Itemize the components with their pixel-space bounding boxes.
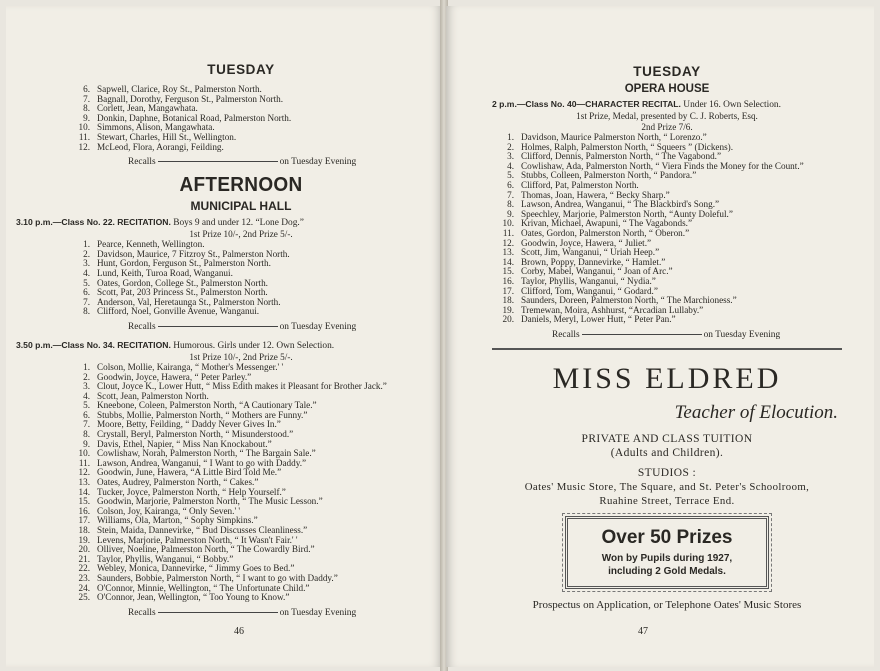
left-column [16,62,414,626]
entry-number: 5. [83,400,90,411]
recalls-line [128,157,414,167]
entry-number: 7. [83,419,90,430]
entry-text: Daniels, Meryl, Lower Hutt, “ Peter Pan.” [521,314,676,325]
recalls-label: Recalls [128,321,156,332]
entry-number: 9. [83,112,90,123]
entry-text: O'Connor, Minnie, Wellington, “ The Unfortunate Child.” [97,582,310,593]
entry-number: 17. [78,515,90,526]
entry-number: 20. [502,314,514,325]
entry-text: Corlett, Jean, Mangawhata. [97,103,198,114]
class-name: RECITATION. [117,339,171,350]
entry-text: Clifford, Noel, Gonville Avenue, Wanganui. [97,306,260,317]
entry-text: Stewart, Charles, Hill St., Wellington. [97,131,237,142]
recalls-suffix: on Tuesday Evening [279,607,357,618]
class-34-heading [16,340,414,351]
entry-text: Sapwell, Clarice, Roy St., Palmerston North. [97,84,262,94]
entry-text: Moore, Betty, Feilding, “ Daddy Never Gives In.” [97,419,281,430]
recalls-blank [158,612,278,613]
entry-number: 16. [502,275,514,286]
entry-number: 7. [83,93,90,104]
entry-text: Stubbs, Mollie, Palmerston North, “ Mothers are Funny.” [97,409,308,420]
entry-number: 23. [78,572,90,583]
entry-text: Speechley, Marjorie, Palmerston North, “Aunty Doleful.” [521,208,733,219]
prospectus-line: Prospectus on Application, or Telephone Oates' Music Stores [532,598,802,611]
entry-text: Cowlishaw, Norah, Palmerston North, “ The Bargain Sale.” [97,448,316,459]
entry-number: 9. [83,438,90,449]
entry-number: 3. [83,381,90,392]
class-name: CHARACTER RECITAL. [585,99,681,109]
class-22-entries [68,240,414,317]
recalls-label: Recalls [552,329,580,340]
entry-text: Thomas, Joan, Hawera, “ Becky Sharp.” [521,189,670,200]
entry-text: Goodwin, Marjorie, Palmerston North, “ The Music Lesson.” [97,496,323,507]
entry-text: Saunders, Doreen, Palmerston North, “ The Marchioness.” [521,295,737,306]
recalls-blank [582,334,702,335]
left-page [6,6,442,667]
venue-heading: MUNICIPAL HALL [190,199,292,214]
entry-number: 25. [78,592,90,603]
entry-text: Lawson, Andrea, Wanganui, “ I Want to go with Daddy.” [97,457,307,468]
entry-number: 6. [83,409,90,420]
class-34-entries [68,363,414,603]
venue-heading: OPERA HOUSE [624,83,710,95]
entry-number: 20. [78,544,90,555]
entry-text: Corby, Mabel, Wanganui, “ Joan of Arc.” [521,266,673,277]
entry-text: Colson, Joy, Kairanga, “ Only Seven.' ' [97,505,241,516]
recalls-line [128,608,414,618]
entry-number: 8. [83,429,90,440]
entry-number: 21. [78,553,90,564]
list-item [68,143,414,153]
entry-number: 11. [78,457,90,468]
recalls-line [552,330,842,340]
entry-number: 15. [78,496,90,507]
entry-text: Taylor, Phyllis, Wanganui, “ Nydia.” [521,275,656,286]
entry-number: 6. [83,84,90,94]
entry-text: Clifford, Pat, Palmerston North. [521,179,639,190]
recalls-label: Recalls [128,157,156,168]
entry-text: Goodwin, Joyce, Hawera, “ Peter Parley.” [97,371,252,382]
entry-text: Scott, Pat, 203 Princess St., Palmerston North. [97,287,268,298]
entry-text: Saunders, Bobbie, Palmerston North, “ I want to go with Daddy.” [97,572,338,583]
recalls-label: Recalls [128,607,156,618]
entry-number: 22. [78,563,90,574]
page-number: 47 [638,626,648,637]
entry-number: 11. [502,227,514,238]
entry-number: 18. [502,295,514,306]
entry-text: Stubbs, Colleen, Palmerston North, “ Pandora.” [521,170,697,181]
entry-number: 5. [507,170,514,181]
entry-text: Taylor, Phyllis, Wanganui, “ Bobby.” [97,553,234,564]
entry-number: 2. [83,371,90,382]
entry-text: Clifford, Tom, Wanganui, “ Godard.” [521,285,658,296]
page-number: 46 [234,626,244,637]
advertiser-name: MISS ELDRED [552,361,782,395]
entry-text: Oates, Gordon, Palmerston North, “ Oberon.” [521,227,690,238]
entry-number: 10. [78,448,90,459]
entry-text: Holmes, Ralph, Palmerston North, “ Squeers ” (Dickens). [521,141,734,152]
entry-text: Brown, Poppy, Dannevirke, “ Hamlet.” [521,256,666,267]
entry-number: 2. [83,248,90,259]
entry-number: 19. [78,534,90,545]
entry-text: Pearce, Kenneth, Wellington. [97,239,205,250]
class-desc: Humorous. Girls under 12. Own Selection. [173,340,335,351]
entry-number: 12. [502,237,514,248]
entry-number: 9. [507,208,514,219]
class-40-entries [492,133,842,325]
studios-line-1: Oates' Music Store, The Square, and St. Peter's Schoolroom, [524,480,810,493]
entry-number: 8. [507,199,514,210]
entry-number: 7. [507,189,514,200]
entry-text: Krivan, Michael, Awapuni, “ The Vagabonds.” [521,218,693,229]
right-column [492,64,842,611]
entry-number: 11. [78,131,90,142]
entry-number: 7. [83,296,90,307]
class-34-prize: 1st Prize 10/-, 2nd Prize 5/-. [189,351,293,362]
entry-number: 16. [78,505,90,516]
entry-number: 10. [502,218,514,229]
entry-text: Davis, Ethel, Napier, “ Miss Nan Knockabout.” [97,438,272,449]
entry-text: Crystall, Beryl, Palmerston North, “ Misunderstood.” [97,429,294,440]
tuition-line: PRIVATE AND CLASS TUITION [581,432,753,445]
entry-number: 12. [78,141,90,152]
recalls-suffix: on Tuesday Evening [279,157,357,168]
entry-text: Clifford, Dennis, Palmerston North, “ The Vagabond.” [521,151,722,162]
entry-number: 3. [83,258,90,269]
entry-text: Lund, Keith, Turoa Road, Wanganui. [97,267,233,278]
entry-number: 12. [78,467,90,478]
class-name: RECITATION. [117,217,171,228]
entry-number: 4. [83,390,90,401]
divider-rule [492,348,842,350]
studios-line-2: Ruahine Street, Terrace End. [599,494,735,507]
entry-number: 13. [78,477,90,488]
entry-text: Olliver, Noeline, Palmerston North, “ The Cowardly Bird.” [97,544,315,555]
entry-number: 10. [78,122,90,133]
recalls-line [128,322,414,332]
entry-number: 8. [83,103,90,114]
entry-text: Tremewan, Moira, Ashhurst, “Arcadian Lullaby.” [521,304,704,315]
entry-text: Lawson, Andrea, Wanganui, “ The Blackbird's Song.” [521,199,720,210]
class-22-heading [16,217,414,228]
entry-text: Simmons, Alison, Mangawhata. [97,122,215,133]
tuition-sub: (Adults and Children). [610,446,724,459]
entry-text: Bagnall, Dorothy, Ferguson St., Palmerston North. [97,93,284,104]
class-desc: Boys 9 and under 12. “Lone Dog.” [173,218,304,229]
entry-text: Anderson, Val, Heretaunga St., Palmerston North. [97,296,281,307]
list-item [68,593,414,603]
entry-number: 1. [83,239,90,250]
entry-text: Colson, Mollie, Kairanga, “ Mother's Messenger.' ' [97,361,284,372]
entry-number: 2. [507,141,514,152]
entry-text: Hunt, Gordon, Ferguson St., Palmerston North. [97,258,271,269]
class-time: 3.10 p.m.—Class No. 22. [16,217,115,228]
class-desc: Under 16. Own Selection. [683,100,781,110]
prizes-box [565,516,769,589]
entry-number: 1. [83,361,90,372]
entry-number: 1. [507,132,514,142]
recalls-blank [158,326,278,327]
entry-number: 14. [502,256,514,267]
entry-number: 6. [83,287,90,298]
entry-text: Clout, Joyce K., Lower Hutt, “ Miss Edith makes it Pleasant for Brother Jack.” [97,381,387,392]
entry-text: Scott, Jean, Palmerston North. [97,390,209,401]
entry-text: Oates, Gordon, College St., Palmerston North. [97,277,268,288]
class-40-heading [492,99,842,110]
class-time: 2 p.m.—Class No. 40— [492,99,586,109]
recalls-suffix: on Tuesday Evening [703,329,781,340]
entry-number: 4. [507,160,514,171]
entry-number: 24. [78,582,90,593]
prizes-title: Over 50 Prizes [601,526,733,548]
recalls-blank [158,161,278,162]
class-22-prize: 1st Prize 10/-, 2nd Prize 5/-. [189,229,293,240]
class-time: 3.50 p.m.—Class No. 34. [16,339,115,350]
prizes-line-2: including 2 Gold Medals. [608,565,726,577]
entry-text: Oates, Audrey, Palmerston North, “ Cakes.” [97,477,259,488]
entry-text: Levens, Marjorie, Palmerston North, “ It Wasn't Fair.' ' [97,534,298,545]
advertiser-title: Teacher of Elocution. [674,401,838,423]
afternoon-heading: AFTERNOON [179,174,303,197]
entry-number: 17. [502,285,514,296]
studios-heading: STUDIOS : [637,466,697,479]
entry-list [68,85,414,152]
entry-text: McLeod, Flora, Aorangi, Feilding. [97,141,224,152]
entry-number: 19. [502,304,514,315]
right-page [446,6,874,667]
entry-number: 8. [83,306,90,317]
prizes-line-1: Won by Pupils during 1927, [601,552,733,564]
entry-text: Donkin, Daphne, Botanical Road, Palmerston North. [97,112,292,123]
class-40-prize: 1st Prize, Medal, presented by C. J. Roberts, Esq. [576,111,758,121]
entry-text: O'Connor, Jean, Wellington, “ Too Young to Know.” [97,592,290,603]
entry-number: 14. [78,486,90,497]
class-40-prize-2: 2nd Prize 7/6. [641,122,693,132]
list-item [68,307,414,317]
recalls-suffix: on Tuesday Evening [279,321,357,332]
day-heading: TUESDAY [207,62,275,77]
entry-text: Williams, Ola, Marton, “ Sophy Simpkins.” [97,515,258,526]
entry-text: Goodwin, Joyce, Hawera, “ Juliet.” [521,237,652,248]
entry-text: Webley, Monica, Dannevirke, “ Jimmy Goes to Bed.” [97,563,295,574]
entry-number: 6. [507,179,514,190]
entry-text: Stein, Maida, Dannevirke, “ Bud Discusses Cleanliness.” [97,525,308,535]
entry-text: Kneebone, Coleen, Palmerston North, “A Cautionary Tale.” [97,400,317,411]
entry-text: Scott, Jim, Wanganui, “ Uriah Heep.” [521,247,660,258]
entry-number: 3. [507,151,514,162]
list-item [492,315,842,325]
entry-number: 13. [502,247,514,258]
entry-text: Davidson, Maurice, 7 Fitzroy St., Palmerston North. [97,248,290,259]
entry-number: 5. [83,277,90,288]
entry-number: 15. [502,266,514,277]
entry-text: Goodwin, June, Hawera, “A Little Bird Told Me.” [97,467,282,478]
entry-number: 18. [78,525,90,535]
entry-text: Cowlishaw, Ada, Palmerston North, “ Viera Finds the Money for the Count.” [521,160,804,171]
entry-number: 4. [83,267,90,278]
entry-text: Tucker, Joyce, Palmerston North, “ Help Yourself.” [97,486,286,497]
day-heading: TUESDAY [633,64,701,79]
entry-text: Davidson, Maurice Palmerston North, “ Lorenzo.” [521,132,707,142]
